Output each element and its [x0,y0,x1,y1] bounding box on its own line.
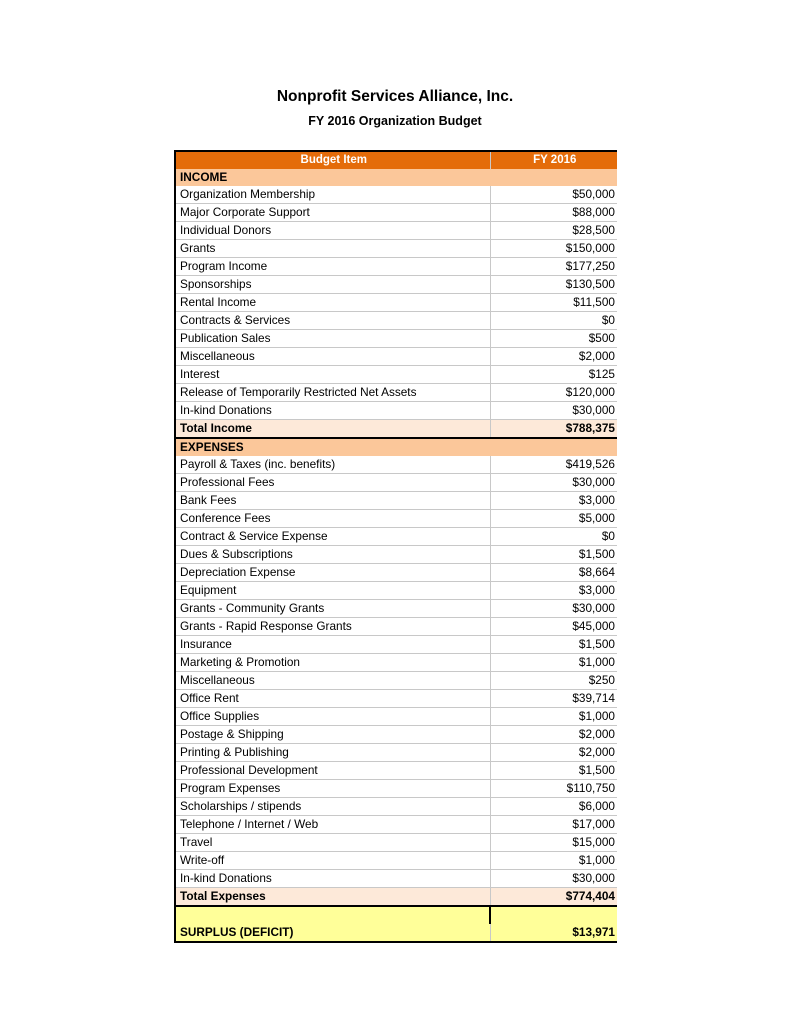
amount-cell: $1,500 [490,762,617,780]
table-row [175,636,617,654]
budget-item-cell: In-kind Donations [175,402,490,420]
amount-cell: $2,000 [490,744,617,762]
budget-item-cell: Program Income [175,258,490,276]
expenses-total-amount: $774,404 [490,888,617,907]
budget-item-cell: Organization Membership [175,186,490,204]
budget-item-cell: Postage & Shipping [175,726,490,744]
budget-item-cell: Release of Temporarily Restricted Net Assets [175,384,490,402]
table-row [175,222,617,240]
table-row [175,312,617,330]
amount-cell: $110,750 [490,780,617,798]
amount-cell: $17,000 [490,816,617,834]
budget-item-cell: Program Expenses [175,780,490,798]
table-row [175,600,617,618]
document-subtitle: FY 2016 Organization Budget [308,114,482,128]
spacer-row [175,906,617,924]
amount-cell: $2,000 [490,348,617,366]
income-total-label: Total Income [175,420,490,439]
amount-cell: $1,000 [490,852,617,870]
amount-cell: $30,000 [490,600,617,618]
budget-item-cell: Travel [175,834,490,852]
header-fy-2016: FY 2016 [490,151,617,169]
table-row [175,294,617,312]
amount-cell: $120,000 [490,384,617,402]
table-row [175,456,617,474]
table-row [175,546,617,564]
budget-item-cell: Write-off [175,852,490,870]
amount-cell: $500 [490,330,617,348]
table-row [175,276,617,294]
amount-cell: $1,500 [490,636,617,654]
amount-cell: $50,000 [490,186,617,204]
budget-item-cell: Equipment [175,582,490,600]
table-row [175,474,617,492]
surplus-label: SURPLUS (DEFICIT) [175,924,490,942]
amount-cell: $45,000 [490,618,617,636]
amount-cell: $8,664 [490,564,617,582]
amount-cell: $1,000 [490,654,617,672]
amount-cell: $0 [490,528,617,546]
table-row [175,762,617,780]
budget-item-cell: Printing & Publishing [175,744,490,762]
amount-cell: $419,526 [490,456,617,474]
budget-item-cell: Conference Fees [175,510,490,528]
table-row [175,384,617,402]
table-row [175,186,617,204]
amount-cell: $11,500 [490,294,617,312]
amount-cell: $130,500 [490,276,617,294]
table-row [175,780,617,798]
amount-cell: $125 [490,366,617,384]
table-row [175,816,617,834]
budget-item-cell: Major Corporate Support [175,204,490,222]
budget-item-cell: Miscellaneous [175,348,490,366]
expenses-total-label: Total Expenses [175,888,490,907]
table-row [175,240,617,258]
table-row [175,402,617,420]
income-section-row [175,169,617,186]
table-row [175,708,617,726]
budget-item-cell: Office Rent [175,690,490,708]
budget-item-cell: Scholarships / stipends [175,798,490,816]
amount-cell: $2,000 [490,726,617,744]
budget-item-cell: In-kind Donations [175,870,490,888]
budget-item-cell: Contract & Service Expense [175,528,490,546]
table-row [175,744,617,762]
income-total-row [175,420,617,439]
table-row [175,654,617,672]
amount-cell: $3,000 [490,582,617,600]
amount-cell: $15,000 [490,834,617,852]
table-header-row [175,151,617,169]
budget-item-cell: Contracts & Services [175,312,490,330]
budget-item-cell: Interest [175,366,490,384]
table-row [175,672,617,690]
amount-cell: $30,000 [490,402,617,420]
budget-item-cell: Miscellaneous [175,672,490,690]
budget-item-cell: Grants [175,240,490,258]
amount-cell: $250 [490,672,617,690]
budget-item-cell: Insurance [175,636,490,654]
budget-item-cell: Individual Donors [175,222,490,240]
amount-cell: $39,714 [490,690,617,708]
budget-item-cell: Depreciation Expense [175,564,490,582]
budget-item-cell: Bank Fees [175,492,490,510]
amount-cell: $177,250 [490,258,617,276]
amount-cell: $0 [490,312,617,330]
table-row [175,330,617,348]
amount-cell: $30,000 [490,474,617,492]
amount-cell: $5,000 [490,510,617,528]
amount-cell: $3,000 [490,492,617,510]
budget-item-cell: Grants - Rapid Response Grants [175,618,490,636]
table-row [175,492,617,510]
surplus-amount: $13,971 [490,924,617,942]
expenses-section-row [175,438,617,456]
budget-item-cell: Professional Fees [175,474,490,492]
table-row [175,510,617,528]
table-row [175,834,617,852]
table-row [175,852,617,870]
budget-item-cell: Dues & Subscriptions [175,546,490,564]
document-title: Nonprofit Services Alliance, Inc. [276,88,514,105]
budget-item-cell: Professional Development [175,762,490,780]
table-row [175,798,617,816]
income-total-amount: $788,375 [490,420,617,439]
amount-cell: $88,000 [490,204,617,222]
spacer-cell [490,906,617,924]
budget-item-cell: Grants - Community Grants [175,600,490,618]
amount-cell: $1,000 [490,708,617,726]
table-row [175,258,617,276]
expenses-total-row [175,888,617,907]
table-row [175,366,617,384]
budget-item-cell: Office Supplies [175,708,490,726]
table-row [175,726,617,744]
budget-item-cell: Publication Sales [175,330,490,348]
surplus-row [175,924,617,942]
budget-item-cell: Rental Income [175,294,490,312]
table-row [175,564,617,582]
table-row [175,204,617,222]
spacer-cell [175,906,490,924]
table-row [175,618,617,636]
table-row [175,690,617,708]
amount-cell: $6,000 [490,798,617,816]
income-section-label: INCOME [175,169,617,186]
table-row [175,582,617,600]
amount-cell: $30,000 [490,870,617,888]
amount-cell: $28,500 [490,222,617,240]
amount-cell: $1,500 [490,546,617,564]
table-row [175,348,617,366]
expenses-section-label: EXPENSES [175,438,617,456]
header-budget-item: Budget Item [175,151,490,169]
amount-cell: $150,000 [490,240,617,258]
budget-item-cell: Telephone / Internet / Web [175,816,490,834]
budget-item-cell: Payroll & Taxes (inc. benefits) [175,456,490,474]
budget-table [174,150,617,943]
table-row [175,528,617,546]
budget-item-cell: Sponsorships [175,276,490,294]
budget-item-cell: Marketing & Promotion [175,654,490,672]
table-row [175,870,617,888]
